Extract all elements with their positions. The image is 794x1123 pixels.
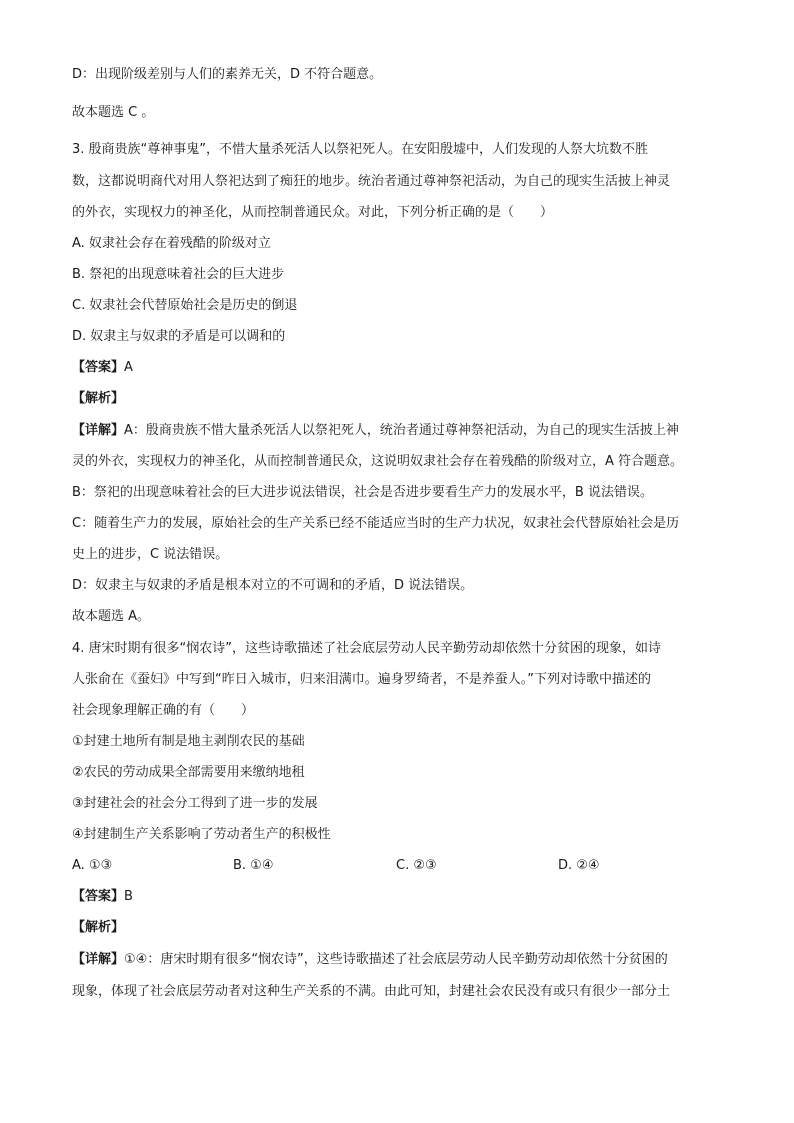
detail-tag: 【详解】 bbox=[72, 952, 125, 967]
q4-answer bbox=[72, 889, 133, 905]
q3-option-d: D. 奴隶主与奴隶的矛盾是可以调和的 bbox=[72, 329, 286, 344]
q4-choice-c: C. ②③ bbox=[396, 858, 437, 873]
q3-stem-line-3: 的外衣，实现权力的神圣化，从而控制普通民众。对此，下列分析正确的是（ ） bbox=[72, 205, 554, 220]
q4-choice-a: A. ①③ bbox=[72, 858, 113, 873]
q2-conclusion: 故本题选 C 。 bbox=[72, 105, 155, 120]
q3-option-a: A. 奴隶社会存在着残酷的阶级对立 bbox=[72, 236, 271, 251]
q4-item-4: ④封建制生产关系影响了劳动者生产的积极性 bbox=[72, 827, 331, 842]
q3-detail-line-1 bbox=[72, 423, 679, 439]
q3-analysis-tag: 【解析】 bbox=[72, 391, 125, 406]
q3-conclusion: 故本题选 A。 bbox=[72, 609, 151, 624]
q3-detail-line-3: B：祭祀的出现意味着社会的巨大进步说法错误，社会是否进步要看生产力的发展水平，B 说法错误。 bbox=[72, 485, 653, 500]
q3-option-b: B. 祭祀的出现意味着社会的巨大进步 bbox=[72, 267, 285, 282]
q3-stem-line-2: 数，这都说明商代对用人祭祀达到了痴狂的地步。统治者通过尊神祭祀活动，为自己的现实生活披上神灵 bbox=[72, 174, 671, 189]
q4-detail-line-1 bbox=[72, 952, 668, 968]
q4-stem-line-1: 4. 唐宋时期有很多“悯农诗”，这些诗歌描述了社会底层劳动人民辛勤劳动却依然十分贫困的现象，如诗 bbox=[72, 641, 662, 656]
q3-detail-line-5: 史上的进步，C 说法错误。 bbox=[72, 547, 229, 562]
answer-tag: 【答案】 bbox=[72, 360, 125, 375]
detail-text: ①④：唐宋时期有很多“悯农诗”，这些诗歌描述了社会底层劳动人民辛勤劳动却依然十分贫困的 bbox=[124, 952, 668, 967]
q4-detail-line-2: 现象，体现了社会底层劳动者对这种生产关系的不满。由此可知，封建社会农民没有或只有很少一部分土 bbox=[72, 984, 671, 999]
q2-option-d-analysis: D：出现阶级差别与人们的素养无关，D 不符合题意。 bbox=[72, 67, 383, 82]
q4-item-1: ①封建土地所有制是地主剥削农民的基础 bbox=[72, 734, 305, 749]
q4-choice-d: D. ②④ bbox=[558, 858, 600, 873]
detail-text: A：殷商贵族不惜大量杀死活人以祭祀死人，统治者通过尊神祭祀活动，为自己的现实生活披上神 bbox=[124, 423, 679, 438]
q3-detail-line-4: C：随着生产力的发展，原始社会的生产关系已经不能适应当时的生产力状况，奴隶社会代替原始社会是历 bbox=[72, 516, 680, 531]
detail-tag: 【详解】 bbox=[72, 423, 125, 438]
q3-detail-line-2: 灵的外衣，实现权力的神圣化，从而控制普通民众，这说明奴隶社会存在着残酷的阶级对立，A 符合题意。 bbox=[72, 454, 684, 469]
q3-answer bbox=[72, 360, 133, 376]
q3-option-c: C. 奴隶社会代替原始社会是历史的倒退 bbox=[72, 298, 298, 313]
q4-item-2: ②农民的劳动成果全部需要用来缴纳地租 bbox=[72, 765, 305, 780]
answer-value: A bbox=[124, 360, 133, 375]
q4-stem-line-3: 社会现象理解正确的有（ ） bbox=[72, 703, 255, 718]
answer-tag: 【答案】 bbox=[72, 889, 125, 904]
q3-stem-line-1: 3. 殷商贵族“尊神事鬼”，不惜大量杀死活人以祭祀死人。在安阳殷墟中，人们发现的人祭大坑数不胜 bbox=[72, 142, 649, 157]
answer-value: B bbox=[124, 889, 133, 904]
q4-stem-line-2: 人张俞在《蚕妇》中写到“昨日入城市，归来泪满巾。遍身罗绮者，不是养蚕人。”下列对诗歌中描述的 bbox=[72, 672, 651, 687]
q4-choice-b: B. ①④ bbox=[233, 858, 274, 873]
q4-analysis-tag: 【解析】 bbox=[72, 920, 125, 935]
q3-detail-line-6: D：奴隶主与奴隶的矛盾是根本对立的不可调和的矛盾，D 说法错误。 bbox=[72, 578, 474, 593]
q4-item-3: ③封建社会的社会分工得到了进一步的发展 bbox=[72, 796, 318, 811]
